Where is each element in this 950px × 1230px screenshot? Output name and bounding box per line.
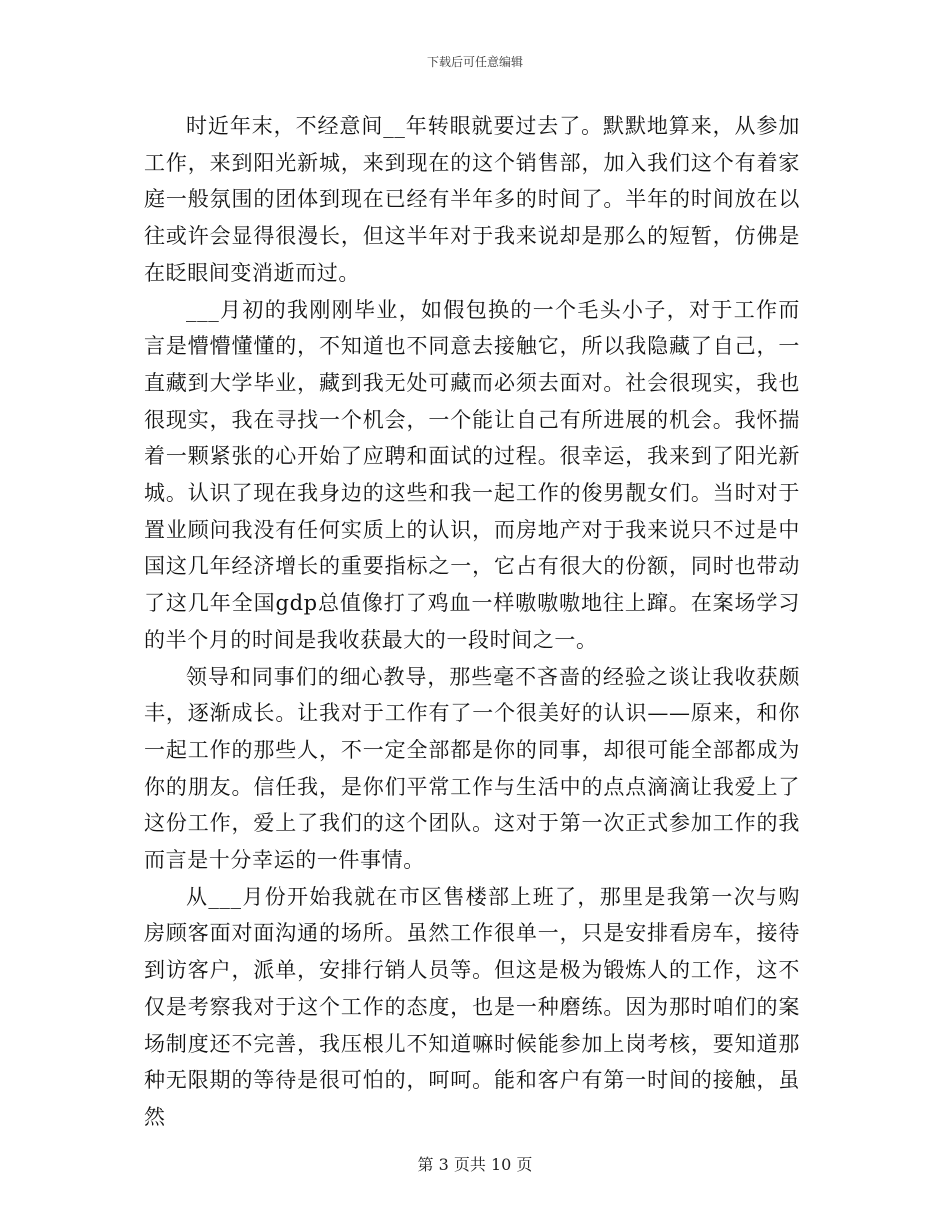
header-note: 下载后可任意编辑	[426, 55, 523, 69]
page-number: 第 3 页共 10 页	[417, 1155, 533, 1174]
paragraph-1: 时近年末，不经意间__年转眼就要过去了。默默地算来，从参加工作，来到阳光新城，来到现在的这个销售部，加入我们这个有着家庭一般氛围的团体到现在已经有半年多的时间了。半年的时间放在以往或许会显得很漫长，但这半年对于我来说却是那么的短暂，仿佛是在眨眼间变消逝而过。	[144, 114, 800, 285]
paragraph-2: ___月初的我刚刚毕业，如假包换的一个毛头小子，对于工作而言是懵懵懂懂的，不知道也不同意去接触它，所以我隐藏了自己，一直藏到大学毕业，藏到我无处可藏而必须去面对。社会很现实，我也很现实，我在寻找一个机会，一个能让自己有所进展的机会。我怀揣着一颗紧张的心开始了应聘和面试的过程。很幸运，我来到了阳光新城。认识了现在我身边的这些和我一起工作的俊男靓女们。当时对于置业顾问我没有任何实质上的认识，而房地产对于我来说只不过是中国这几年经济增长的重要指标之一，它占有很大的份额，同时也带动了这几年全国gdp总值像打了鸡血一样嗷嗷嗷地往上蹿。在案场学习的半个月的时间是我收获最大的一段时间之一。	[144, 297, 800, 652]
body-text	[144, 108, 800, 1136]
paragraph-4: 从___月份开始我就在市区售楼部上班了，那里是我第一次与购房顾客面对面沟通的场所。虽然工作很单一，只是安排看房车，接待到访客户，派单，安排行销人员等。但这是极为锻炼人的工作，这不仅是考察我对于这个工作的态度，也是一种磨练。因为那时咱们的案场制度还不完善，我压根儿不知道嘛时候能参加上岗考核，要知道那种无限期的等待是很可怕的，呵呵。能和客户有第一时间的接触，虽然	[144, 884, 800, 1129]
paragraph-3: 领导和同事们的细心教导，那些毫不吝啬的经验之谈让我收获颇丰，逐渐成长。让我对于工作有了一个很美好的认识——原来，和你一起工作的那些人，不一定全部都是你的同事，却很可能全部都成为你的朋友。信任我，是你们平常工作与生活中的点点滴滴让我爱上了这份工作，爱上了我们的这个团队。这对于第一次正式参加工作的我而言是十分幸运的一件事情。	[144, 664, 800, 873]
